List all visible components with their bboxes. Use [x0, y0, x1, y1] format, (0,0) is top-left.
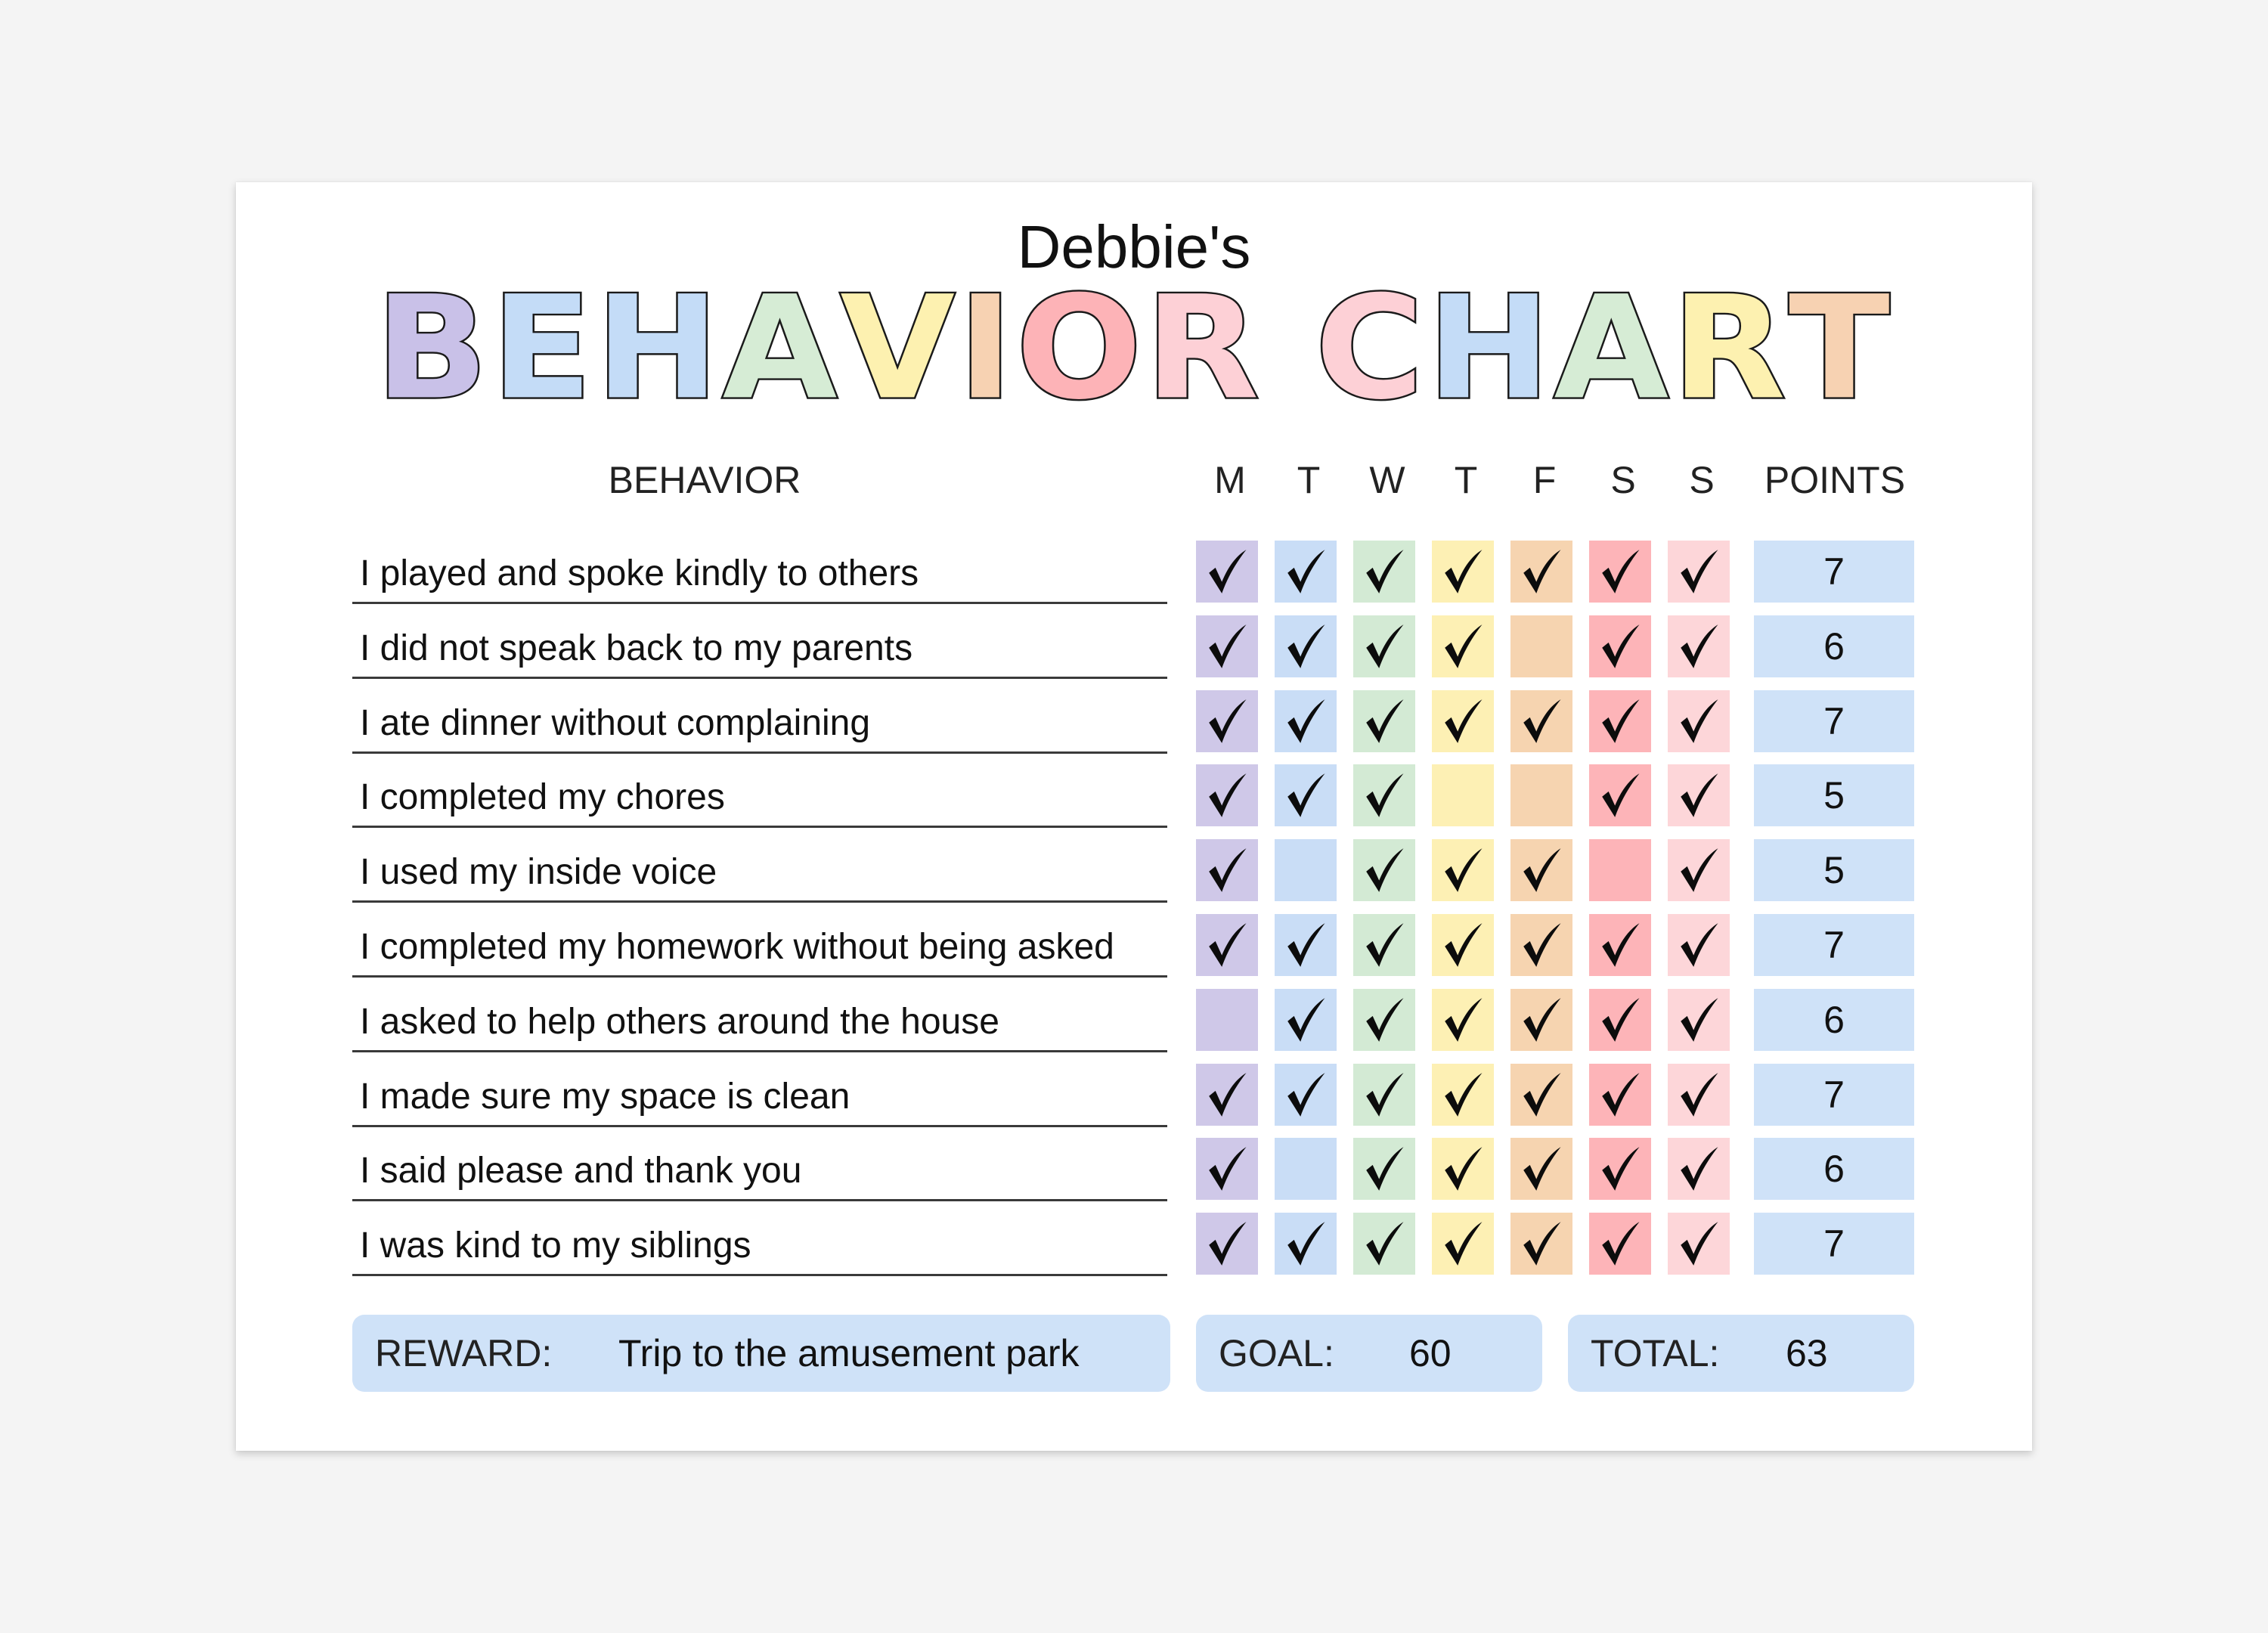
checkmark-icon	[1437, 1218, 1489, 1269]
day-header-monday: M	[1214, 459, 1246, 501]
title-letter: T	[1789, 265, 1893, 432]
day-cell-monday[interactable]	[1196, 690, 1258, 752]
day-cell-tuesday[interactable]	[1275, 914, 1337, 976]
day-cell-thursday[interactable]	[1432, 764, 1494, 826]
checkmark-icon	[1594, 770, 1646, 821]
checkmark-icon	[1673, 994, 1724, 1046]
checkmark-icon	[1516, 696, 1567, 747]
day-header-saturday: S	[1610, 459, 1636, 501]
title-letter: R	[1672, 265, 1789, 432]
checkmark-icon	[1359, 621, 1410, 672]
behavior-row-label: I played and spoke kindly to others	[352, 531, 1167, 604]
day-header-thursday: T	[1454, 459, 1478, 501]
day-cell-thursday[interactable]	[1432, 690, 1494, 752]
reward-box	[352, 1315, 1170, 1392]
day-cell-thursday[interactable]	[1432, 1064, 1494, 1126]
day-cell-sunday[interactable]	[1668, 615, 1730, 677]
goal-label: GOAL:	[1219, 1332, 1334, 1374]
day-cell-friday[interactable]	[1510, 989, 1572, 1051]
checkmark-icon	[1359, 546, 1410, 597]
checkmark-icon	[1201, 919, 1253, 971]
checkmark-icon	[1201, 844, 1253, 896]
checkmark-icon	[1673, 1069, 1724, 1120]
behavior-row-label: I made sure my space is clean	[352, 1055, 1167, 1127]
title-letter: E	[491, 265, 596, 432]
checkmark-icon	[1673, 621, 1724, 672]
checkmark-icon	[1516, 1218, 1567, 1269]
behavior-row-label: I ate dinner without complaining	[352, 681, 1167, 754]
day-cell-wednesday[interactable]	[1353, 839, 1415, 901]
day-cell-tuesday[interactable]	[1275, 989, 1337, 1051]
day-cell-wednesday[interactable]	[1353, 764, 1415, 826]
behavior-row-label: I said please and thank you	[352, 1129, 1167, 1201]
day-cell-friday[interactable]	[1510, 764, 1572, 826]
checkmark-icon	[1280, 1069, 1331, 1120]
total-label: TOTAL:	[1591, 1332, 1720, 1374]
checkmark-icon	[1516, 919, 1567, 971]
day-cell-wednesday[interactable]	[1353, 615, 1415, 677]
title-letter: H	[1427, 265, 1554, 432]
day-cell-thursday[interactable]	[1432, 1213, 1494, 1275]
day-cell-monday[interactable]	[1196, 541, 1258, 603]
behavior-chart-card	[236, 182, 2032, 1451]
day-cell-thursday[interactable]	[1432, 615, 1494, 677]
day-cell-tuesday[interactable]	[1275, 839, 1337, 901]
chart-title	[236, 265, 2032, 432]
day-cell-saturday[interactable]	[1589, 764, 1651, 826]
checkmark-icon	[1359, 696, 1410, 747]
checkmark-icon	[1516, 1069, 1567, 1120]
checkmark-icon	[1201, 546, 1253, 597]
goal-box	[1196, 1315, 1542, 1392]
checkmark-icon	[1594, 1218, 1646, 1269]
checkmark-icon	[1359, 919, 1410, 971]
checkmark-icon	[1201, 696, 1253, 747]
checkmark-icon	[1594, 994, 1646, 1046]
reward-label: REWARD:	[375, 1332, 553, 1374]
day-cell-friday[interactable]	[1510, 615, 1572, 677]
title-letter: B	[375, 265, 491, 432]
day-cell-friday[interactable]	[1510, 541, 1572, 603]
behavior-row-label: I did not speak back to my parents	[352, 606, 1167, 679]
checkmark-icon	[1673, 919, 1724, 971]
checkmark-icon	[1201, 1218, 1253, 1269]
checkmark-icon	[1359, 1218, 1410, 1269]
day-cell-saturday[interactable]	[1589, 839, 1651, 901]
title-letter: A	[1554, 265, 1672, 432]
day-cell-tuesday[interactable]	[1275, 690, 1337, 752]
day-cell-monday[interactable]	[1196, 1213, 1258, 1275]
checkmark-icon	[1437, 844, 1489, 896]
day-header-tuesday: T	[1297, 459, 1321, 501]
checkmark-icon	[1437, 621, 1489, 672]
day-cell-friday[interactable]	[1510, 1213, 1572, 1275]
checkmark-icon	[1594, 1143, 1646, 1195]
day-cell-monday[interactable]	[1196, 1064, 1258, 1126]
day-cell-thursday[interactable]	[1432, 839, 1494, 901]
checkmark-icon	[1359, 994, 1410, 1046]
checkmark-icon	[1359, 1069, 1410, 1120]
day-cell-monday[interactable]	[1196, 1138, 1258, 1200]
checkmark-icon	[1516, 844, 1567, 896]
day-cell-sunday[interactable]	[1668, 541, 1730, 603]
checkmark-icon	[1516, 994, 1567, 1046]
day-cell-sunday[interactable]	[1668, 989, 1730, 1051]
day-cell-sunday[interactable]	[1668, 764, 1730, 826]
checkmark-icon	[1437, 696, 1489, 747]
day-header-sunday: S	[1689, 459, 1715, 501]
checkmark-icon	[1594, 696, 1646, 747]
checkmark-icon	[1280, 994, 1331, 1046]
day-cell-sunday[interactable]	[1668, 1138, 1730, 1200]
checkmark-icon	[1201, 770, 1253, 821]
day-cell-wednesday[interactable]	[1353, 690, 1415, 752]
day-cell-thursday[interactable]	[1432, 541, 1494, 603]
day-cell-monday[interactable]	[1196, 764, 1258, 826]
title-letter: R	[1145, 265, 1263, 432]
day-header-wednesday: W	[1369, 459, 1405, 501]
day-cell-monday[interactable]	[1196, 839, 1258, 901]
points-cell: 7	[1754, 1213, 1914, 1275]
checkmark-icon	[1516, 546, 1567, 597]
points-cell: 5	[1754, 839, 1914, 901]
day-cell-sunday[interactable]	[1668, 690, 1730, 752]
day-cell-friday[interactable]	[1510, 839, 1572, 901]
points-cell: 5	[1754, 764, 1914, 826]
reward-value: Trip to the amusement park	[618, 1332, 1080, 1374]
checkmark-icon	[1673, 844, 1724, 896]
checkmark-icon	[1280, 546, 1331, 597]
behavior-row-label: I completed my homework without being asked	[352, 905, 1167, 978]
points-cell: 7	[1754, 690, 1914, 752]
checkmark-icon	[1516, 1143, 1567, 1195]
behavior-row-label: I was kind to my siblings	[352, 1204, 1167, 1276]
day-cell-friday[interactable]	[1510, 690, 1572, 752]
day-cell-saturday[interactable]	[1589, 541, 1651, 603]
day-cell-tuesday[interactable]	[1275, 541, 1337, 603]
day-cell-tuesday[interactable]	[1275, 1064, 1337, 1126]
day-cell-friday[interactable]	[1510, 1064, 1572, 1126]
checkmark-icon	[1594, 1069, 1646, 1120]
title-letter: H	[595, 265, 723, 432]
day-cell-thursday[interactable]	[1432, 989, 1494, 1051]
child-name: Debbie's	[1017, 213, 1251, 280]
checkmark-icon	[1280, 1218, 1331, 1269]
day-cell-saturday[interactable]	[1589, 989, 1651, 1051]
checkmark-icon	[1201, 1069, 1253, 1120]
total-box	[1568, 1315, 1914, 1392]
checkmark-icon	[1437, 919, 1489, 971]
points-column-header: POINTS	[1764, 459, 1906, 501]
day-cell-tuesday[interactable]	[1275, 615, 1337, 677]
points-cell: 6	[1754, 989, 1914, 1051]
checkmark-icon	[1673, 696, 1724, 747]
day-cell-friday[interactable]	[1510, 914, 1572, 976]
checkmark-icon	[1594, 919, 1646, 971]
goal-value: 60	[1409, 1332, 1452, 1374]
checkmark-icon	[1280, 696, 1331, 747]
behavior-row-label: I asked to help others around the house	[352, 980, 1167, 1052]
checkmark-icon	[1280, 621, 1331, 672]
points-cell: 6	[1754, 615, 1914, 677]
checkmark-icon	[1280, 770, 1331, 821]
day-cell-sunday[interactable]	[1668, 839, 1730, 901]
checkmark-icon	[1359, 770, 1410, 821]
day-cell-tuesday[interactable]	[1275, 764, 1337, 826]
day-header-friday: F	[1532, 459, 1557, 501]
points-cell: 7	[1754, 1064, 1914, 1126]
checkmark-icon	[1437, 1143, 1489, 1195]
day-cell-wednesday[interactable]	[1353, 541, 1415, 603]
points-cell: 6	[1754, 1138, 1914, 1200]
checkmark-icon	[1673, 770, 1724, 821]
total-value: 63	[1786, 1332, 1828, 1374]
checkmark-icon	[1673, 1143, 1724, 1195]
day-cell-saturday[interactable]	[1589, 615, 1651, 677]
checkmark-icon	[1594, 621, 1646, 672]
title-letter: A	[722, 265, 841, 432]
day-cell-wednesday[interactable]	[1353, 914, 1415, 976]
day-cell-sunday[interactable]	[1668, 1064, 1730, 1126]
checkmark-icon	[1437, 1069, 1489, 1120]
checkmark-icon	[1280, 919, 1331, 971]
title-letter: V	[840, 265, 958, 432]
day-cell-thursday[interactable]	[1432, 1138, 1494, 1200]
title-letter: O	[1015, 265, 1145, 432]
checkmark-icon	[1437, 546, 1489, 597]
day-cell-tuesday[interactable]	[1275, 1213, 1337, 1275]
points-cell: 7	[1754, 541, 1914, 603]
checkmark-icon	[1594, 546, 1646, 597]
checkmark-icon	[1201, 621, 1253, 672]
day-cell-wednesday[interactable]	[1353, 989, 1415, 1051]
checkmark-icon	[1359, 1143, 1410, 1195]
behavior-row-label: I completed my chores	[352, 755, 1167, 828]
day-cell-saturday[interactable]	[1589, 1138, 1651, 1200]
checkmark-icon	[1437, 994, 1489, 1046]
day-cell-tuesday[interactable]	[1275, 1138, 1337, 1200]
checkmark-icon	[1673, 546, 1724, 597]
day-cell-saturday[interactable]	[1589, 914, 1651, 976]
day-cell-monday[interactable]	[1196, 615, 1258, 677]
day-cell-wednesday[interactable]	[1353, 1064, 1415, 1126]
day-cell-saturday[interactable]	[1589, 1213, 1651, 1275]
day-cell-monday[interactable]	[1196, 914, 1258, 976]
behavior-row-label: I used my inside voice	[352, 830, 1167, 903]
day-cell-thursday[interactable]	[1432, 914, 1494, 976]
points-cell: 7	[1754, 914, 1914, 976]
title-letter: I	[958, 265, 1016, 432]
day-cell-wednesday[interactable]	[1353, 1138, 1415, 1200]
checkmark-icon	[1673, 1218, 1724, 1269]
day-cell-friday[interactable]	[1510, 1138, 1572, 1200]
day-cell-monday[interactable]	[1196, 989, 1258, 1051]
day-cell-wednesday[interactable]	[1353, 1213, 1415, 1275]
day-cell-sunday[interactable]	[1668, 1213, 1730, 1275]
title-letter: C	[1315, 265, 1427, 432]
checkmark-icon	[1201, 1143, 1253, 1195]
day-cell-saturday[interactable]	[1589, 1064, 1651, 1126]
checkmark-icon	[1359, 844, 1410, 896]
day-cell-saturday[interactable]	[1589, 690, 1651, 752]
day-cell-sunday[interactable]	[1668, 914, 1730, 976]
behavior-column-header: BEHAVIOR	[608, 459, 801, 501]
